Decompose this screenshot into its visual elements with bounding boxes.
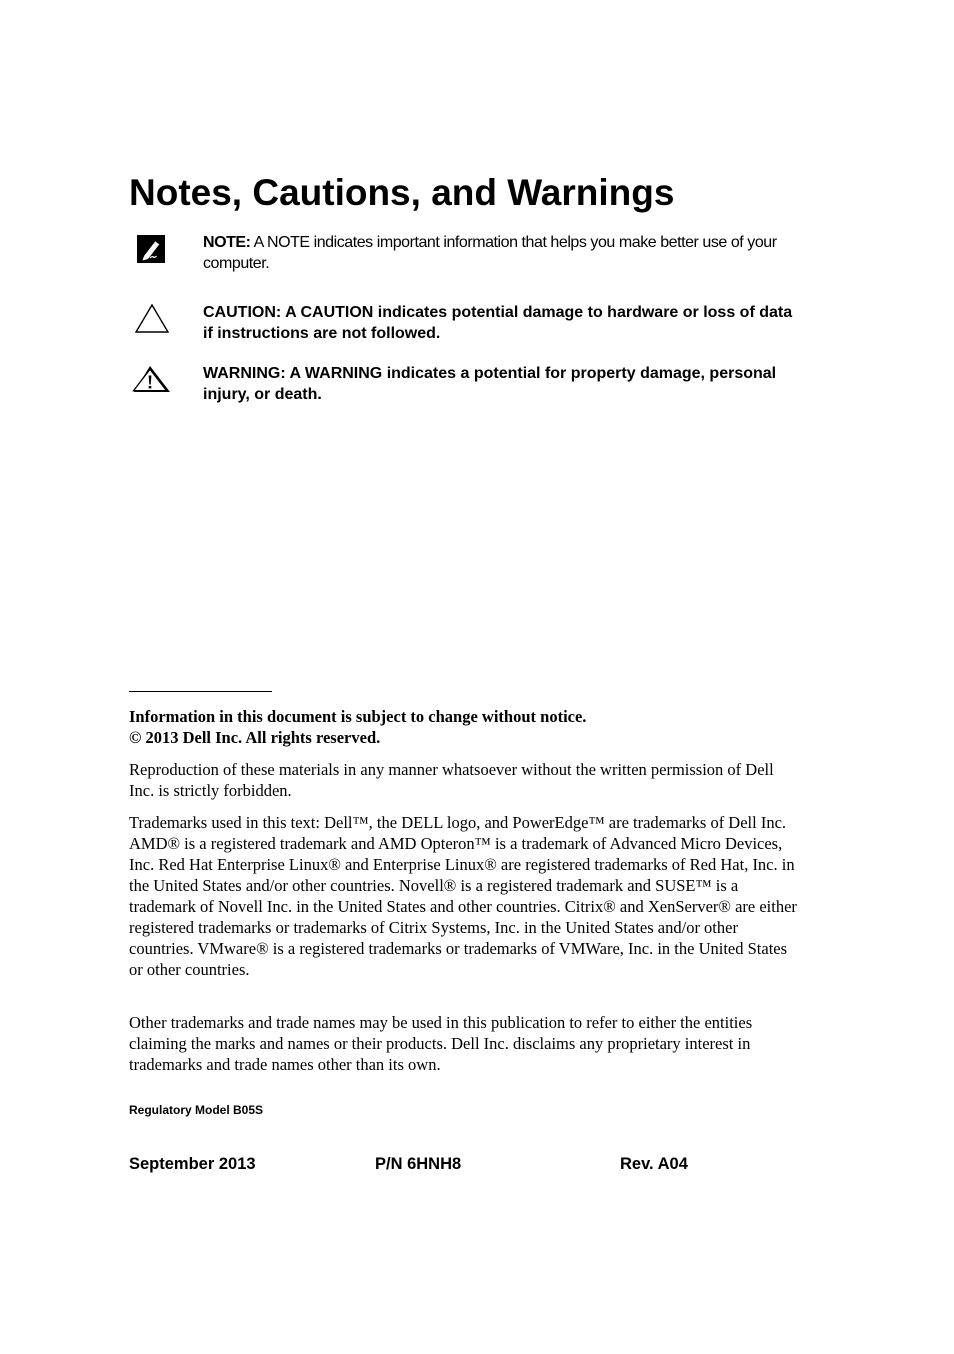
trademarks-paragraph: Trademarks used in this text: Dell™, the DELL logo, and PowerEdge™ are trademarks of Dell Inc. AMD® is a registered trademark and AMD Opteron™ is a trademark of Advanced Micro Devices, Inc. Red Hat Enterprise Linux® and Enterprise Linux® are registered trademarks of Red Hat, Inc. in the United States and/or other countries. Novell® is a registered trademark and SUSE™ is a trademark of Novell Inc. in the United States and other countries. Citrix® and XenServer® are either registered trademarks or trademarks of Citrix Systems, Inc. in the United States and/or other countries. VMware® is a registered trademarks or trademarks of VMWare, Inc. in the United States or other countries. [129, 813, 797, 979]
publication-date: September 2013 [129, 1155, 256, 1173]
copyright-line: © 2013 Dell Inc. All rights reserved. [129, 728, 381, 747]
note-pencil-icon [129, 232, 177, 272]
note-text [203, 232, 803, 274]
legal-notice [129, 706, 799, 748]
caution-text: CAUTION: A CAUTION indicates potential damage to hardware or loss of data if instructions are not followed. [203, 304, 793, 342]
other-trademarks-paragraph: Other trademarks and trade names may be used in this publication to refer to either the entities claiming the marks and names or their products. Dell Inc. disclaims any proprietary interest in trademarks and trade names other than its own. [129, 1013, 753, 1074]
caution-triangle-icon [129, 302, 177, 342]
part-number: P/N 6HNH8 [375, 1155, 462, 1173]
change-notice-line: Information in this document is subject to change without notice. [129, 707, 587, 726]
note-body: A NOTE indicates important information that helps you make better use of your computer. [203, 234, 777, 272]
revision: Rev. A04 [620, 1155, 688, 1173]
note-label: NOTE: [203, 234, 251, 251]
page-title: Notes, Cautions, and Warnings [129, 172, 675, 213]
regulatory-model: Regulatory Model B05S [129, 1103, 264, 1117]
warning-text: WARNING: A WARNING indicates a potential for property damage, personal injury, or death. [203, 365, 777, 403]
reproduction-paragraph: Reproduction of these materials in any manner whatsoever without the written permission of Dell Inc. is strictly forbidden. [129, 760, 774, 800]
warning-exclamation-icon [129, 363, 177, 403]
footnote-divider [129, 691, 272, 692]
